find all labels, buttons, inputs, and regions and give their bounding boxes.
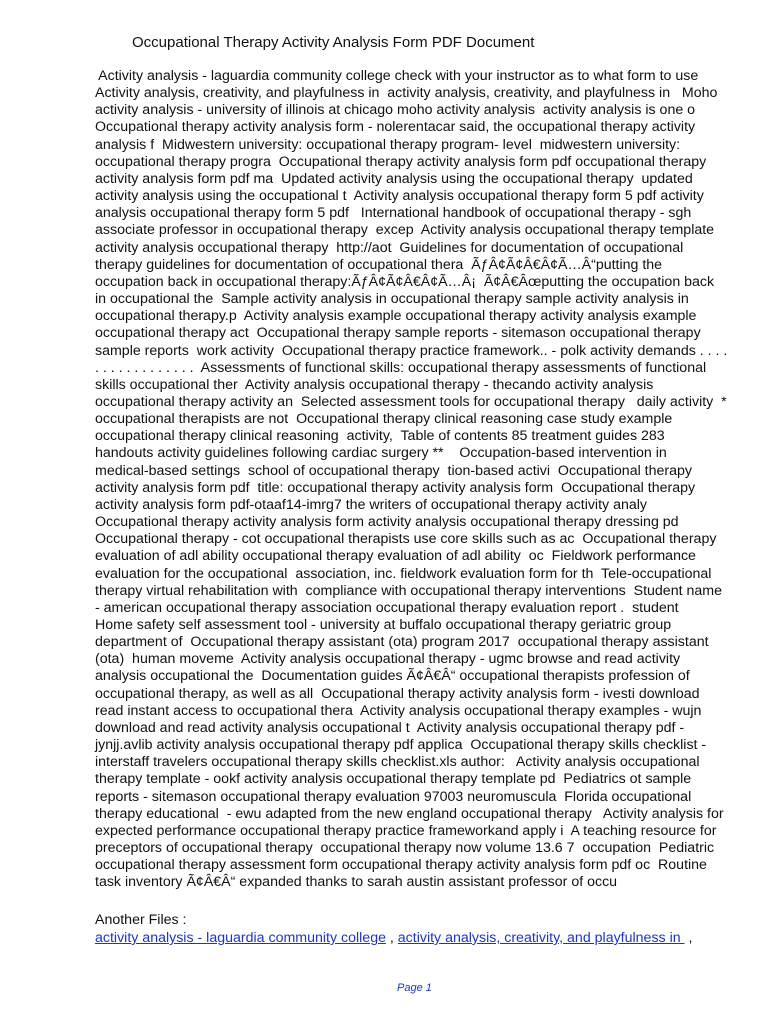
body-line: occupational therapy assessment form occupational therapy activity analysis form pdf oc Routine [95, 857, 707, 874]
body-line: activity analysis form pdf ma Updated activity analysis using the occupational therapy updated [95, 170, 693, 187]
body-line: interstaff travelers occupational therapy skills checklist.xls author: Activity analysis occupational [95, 754, 700, 771]
body-line: download and read activity analysis occupational t Activity analysis occupational therapy pdf - [95, 719, 685, 736]
body-line: task inventory Ã¢Â€Â“ expanded thanks to sarah austin assistant professor of occu [95, 874, 618, 891]
body-line: therapy virtual rehabilitation with compliance with occupational therapy interventions Student name [95, 582, 722, 599]
page-title: Occupational Therapy Activity Analysis Form PDF Document [132, 34, 535, 51]
body-line: Activity analysis - laguardia community college check with your instructor as to what form to use [95, 68, 699, 84]
body-line: activity analysis form pdf-otaaf14-imrg7 the writers of occupational therapy activity analy [95, 496, 647, 513]
body-line: analysis occupational therapy form 5 pdf International handbook of occupational therapy - sgh [95, 205, 692, 222]
link-trailing: , [684, 930, 693, 946]
body-line: occupational therapy act Occupational therapy sample reports - sitemason occupational therapy [95, 325, 701, 342]
body-line: activity analysis using the occupational t Activity analysis occupational therapy form 5 pdf activity [95, 188, 704, 205]
body-line: expected performance occupational therapy practice frameworkand apply i A teaching resource for [95, 822, 717, 839]
body-line: skills occupational ther Activity analysis occupational therapy - thecando activity analysis [95, 376, 654, 393]
body-line: Occupational therapy activity analysis form activity analysis occupational therapy dressing pd [95, 514, 679, 531]
body-text [95, 68, 745, 892]
body-line: occupational therapy clinical reasoning activity, Table of contents 85 treatment guides 283 [95, 428, 665, 445]
body-line: analysis occupational the Documentation guides Ã¢Â€Â“ occupational therapists profession of [95, 668, 690, 685]
file-link-laguardia[interactable]: activity analysis - laguardia community college [95, 930, 386, 946]
body-line: occupational therapy.p Activity analysis example occupational therapy activity analysis example [95, 308, 697, 325]
body-line: analysis f Midwestern university: occupational therapy program- level midwestern university: [95, 136, 681, 153]
body-line: evaluation of adl ability occupational therapy evaluation of adl ability oc Fieldwork performance [95, 548, 696, 565]
body-line: evaluation for the occupational association, inc. fieldwork evaluation form for th Tele-occupational [95, 565, 712, 582]
body-line: activity analysis form pdf title: occupational therapy activity analysis form Occupational therapy [95, 479, 696, 496]
body-line: medical-based settings school of occupational therapy tion-based activi Occupational therapy [95, 462, 693, 479]
body-line: occupational therapists are not Occupational therapy clinical reasoning case study example [95, 411, 673, 428]
file-link-creativity[interactable]: activity analysis, creativity, and playfulness in [397, 930, 685, 946]
body-line: read instant access to occupational thera Activity analysis occupational therapy examples - wujn [95, 702, 702, 719]
body-line: in occupational the Sample activity analysis in occupational therapy sample activity analysis in [95, 291, 689, 308]
body-line: jynjj.avlib activity analysis occupational therapy pdf applica Occupational therapy skills checklist - [95, 737, 707, 754]
another-files-label: Another Files : [95, 912, 187, 928]
body-line: occupation back in occupational therapy:ÃƒÂ¢Ã¢Â€Â¢Ã…Â¡ Ã¢Â€Âœputting the occupation back [95, 273, 715, 290]
body-line: occupational therapy activity an Selected assessment tools for occupational therapy daily activity * [95, 393, 727, 410]
page-number: Page 1 [397, 982, 432, 994]
another-files-links [95, 930, 692, 947]
body-line: reports - sitemason occupational therapy evaluation 97003 neuromuscula Florida occupational [95, 788, 692, 805]
body-line: - american occupational therapy association occupational therapy evaluation report . student [95, 599, 679, 616]
link-separator: , [385, 930, 398, 946]
body-line: therapy template - ookf activity analysis occupational therapy template pd Pediatrics ot sample [95, 771, 692, 788]
body-line: Occupational therapy - cot occupational therapists use core skills such as ac Occupational therapy [95, 531, 717, 548]
body-line: (ota) human moveme Activity analysis occupational therapy - ugmc browse and read activity [95, 651, 681, 668]
body-line: therapy guidelines for documentation of occupational thera ÃƒÂ¢Ã¢Â€Â¢Ã…Â“putting the [95, 256, 663, 273]
body-line: Home safety self assessment tool - university at buffalo occupational therapy geriatric group [95, 617, 672, 633]
body-line: . . . . . . . . . . . . . Assessments of functional skills: occupational therapy assessments of functional [95, 359, 707, 376]
body-line: associate professor in occupational therapy excep Activity analysis occupational therapy template [95, 222, 715, 239]
body-line: activity analysis occupational therapy http://aot Guidelines for documentation of occupational [95, 239, 684, 256]
body-line: therapy educational - ewu adapted from the new england occupational therapy Activity analysis for [95, 805, 724, 822]
body-line: Occupational therapy activity analysis form - nolerentacar said, the occupational therapy activity [95, 119, 696, 136]
body-line: occupational therapy progra Occupational therapy activity analysis form pdf occupational therapy [95, 153, 707, 170]
body-line: Activity analysis, creativity, and playfulness in activity analysis, creativity, and playfulness in Moho [95, 85, 718, 102]
body-line: activity analysis - university of illinois at chicago moho activity analysis activity analysis is one o [95, 102, 696, 119]
body-line: handouts activity guidelines following cardiac surgery ** Occupation-based intervention in [95, 445, 667, 462]
body-line: sample reports work activity Occupational therapy practice framework.. - polk activity demands . . . . [95, 342, 728, 359]
body-line: department of Occupational therapy assistant (ota) program 2017 occupational therapy assistant [95, 634, 709, 651]
body-line: preceptors of occupational therapy occupational therapy now volume 13.6 7 occupation Pediatric [95, 840, 715, 857]
body-line: occupational therapy, as well as all Occupational therapy activity analysis form - ivesti download [95, 685, 700, 702]
